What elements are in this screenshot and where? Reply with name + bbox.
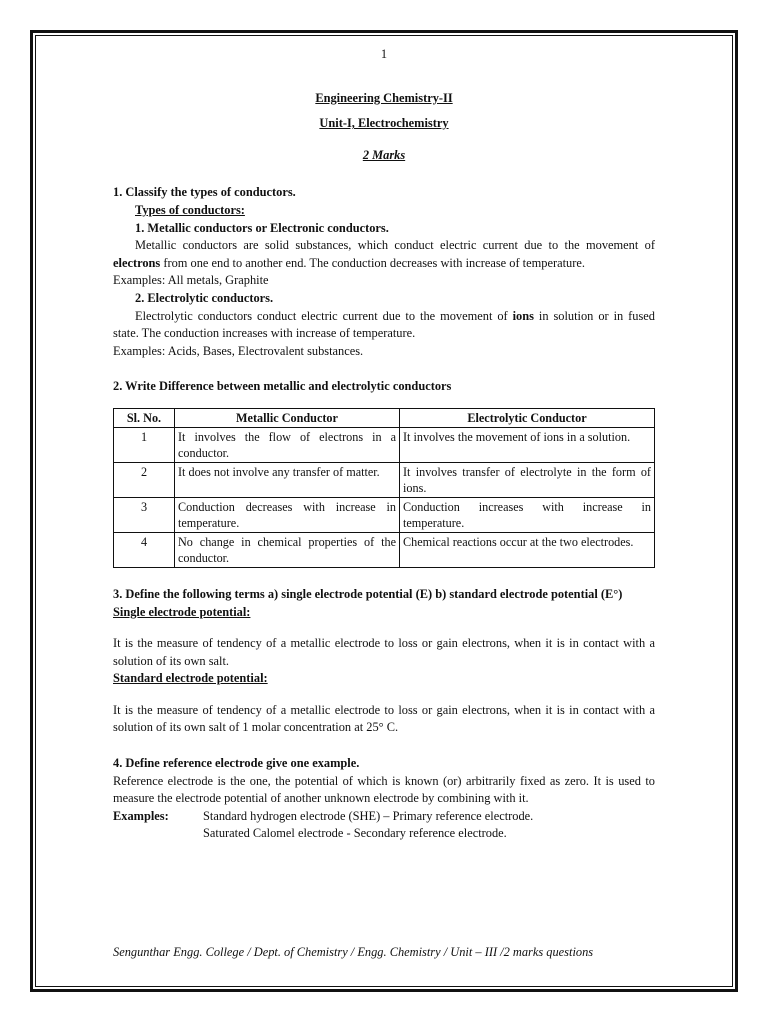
single-electrode-potential-heading: Single electrode potential: xyxy=(113,604,251,619)
table-cell: Chemical reactions occur at the two electrodes. xyxy=(400,532,655,567)
table-cell: Conduction decreases with increase in temperature. xyxy=(175,497,400,532)
electrolytic-text-bold: ions xyxy=(512,308,534,323)
examples-list xyxy=(203,808,533,843)
question-3-section xyxy=(113,586,655,737)
question-4-section xyxy=(113,755,655,843)
question-4: 4. Define reference electrode give one example. xyxy=(113,756,360,771)
difference-table xyxy=(113,408,655,568)
electrolytic-conductors-heading: 2. Electrolytic conductors. xyxy=(135,290,274,305)
table-header-cell: Electrolytic Conductor xyxy=(400,408,655,427)
electrolytic-conductors-text xyxy=(113,308,655,343)
question-1-section xyxy=(113,184,655,360)
table-cell: 2 xyxy=(114,462,175,497)
types-of-conductors-heading: Types of conductors: xyxy=(135,202,245,217)
document-subtitle: Unit-I, Electrochemistry xyxy=(319,116,449,131)
document-body xyxy=(113,46,655,843)
table-cell: 3 xyxy=(114,497,175,532)
table-cell: Conduction increases with increase in temperature. xyxy=(400,497,655,532)
metallic-examples: Examples: All metals, Graphite xyxy=(113,273,269,288)
metallic-text-bold: electrons xyxy=(113,255,161,270)
question-2-section xyxy=(113,378,655,568)
metallic-text-a: Metallic conductors are solid substances, which conduct electric current due to the movement of xyxy=(135,238,655,253)
standard-electrode-potential-heading: Standard electrode potential: xyxy=(113,671,268,686)
example-she: Standard hydrogen electrode (SHE) – Primary reference electrode. xyxy=(203,808,534,823)
table-cell: It involves the flow of electrons in a conductor. xyxy=(175,427,400,462)
marks-heading: 2 Marks xyxy=(362,147,406,162)
table-row xyxy=(114,497,655,532)
question-2: 2. Write Difference between metallic and electrolytic conductors xyxy=(113,379,452,394)
electrolytic-text-a: Electrolytic conductors conduct electric current due to the movement of xyxy=(135,308,513,323)
electrolytic-examples: Examples: Acids, Bases, Electrovalent substances. xyxy=(113,343,364,358)
question-3: 3. Define the following terms a) single electrode potential (E) b) standard electrode potential (E°) xyxy=(113,586,623,601)
table-cell: 4 xyxy=(114,532,175,567)
metallic-text-b: from one end to another end. The conduction decreases with increase of temperature. xyxy=(160,255,585,270)
metallic-conductors-heading: 1. Metallic conductors or Electronic conductors. xyxy=(135,220,389,235)
table-cell: No change in chemical properties of the conductor. xyxy=(175,532,400,567)
single-electrode-potential-text: It is the measure of tendency of a metallic electrode to loss or gain electrons, when it is in contact with a solution of its own salt. xyxy=(113,636,655,668)
table-header-cell: Sl. No. xyxy=(114,408,175,427)
table-row xyxy=(114,532,655,567)
table-cell: It involves transfer of electrolyte in the form of ions. xyxy=(400,462,655,497)
document-title: Engineering Chemistry-II xyxy=(315,90,453,105)
electrolytic-text-b: in solution or in fused state. The conduction increases with increase of temperature. xyxy=(113,308,655,341)
page-footer: Sengunthar Engg. College / Dept. of Chemistry / Engg. Chemistry / Unit – III /2 marks questions xyxy=(113,945,594,959)
table-header-cell: Metallic Conductor xyxy=(175,408,400,427)
table-cell: 1 xyxy=(114,427,175,462)
question-1: 1. Classify the types of conductors. xyxy=(113,185,296,200)
table-row xyxy=(114,427,655,462)
metallic-conductors-text xyxy=(113,237,655,272)
table-cell: It does not involve any transfer of matter. xyxy=(175,462,400,497)
examples-label: Examples: xyxy=(113,808,169,823)
example-calomel: Saturated Calomel electrode - Secondary reference electrode. xyxy=(203,826,507,841)
examples-row xyxy=(113,808,655,843)
standard-electrode-potential-text: It is the measure of tendency of a metallic electrode to loss or gain electrons, when it is in contact with a solution of its own salt of 1 molar concentration at 25° C. xyxy=(113,702,655,735)
page-number: 1 xyxy=(380,47,388,61)
table-row xyxy=(114,462,655,497)
table-header-row xyxy=(114,408,655,427)
reference-electrode-text: Reference electrode is the one, the potential of which is known (or) arbitrarily fixed as zero. It is used to measure the electrode potential of another unknown electrode by combining with it. xyxy=(113,773,655,806)
table-cell: It involves the movement of ions in a solution. xyxy=(400,427,655,462)
